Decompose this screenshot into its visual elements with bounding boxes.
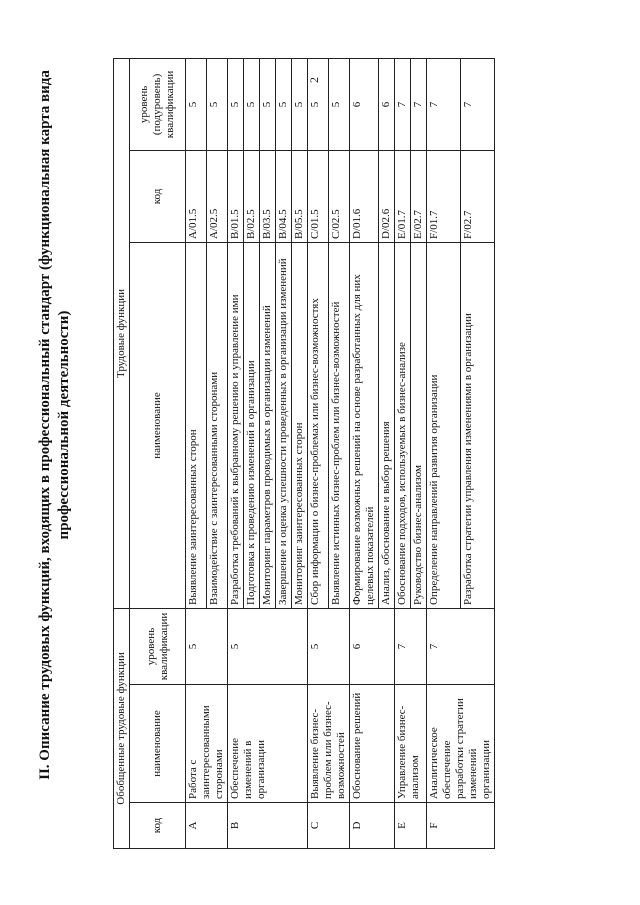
group-code: B	[228, 803, 308, 849]
group-qualification-level: 7	[427, 608, 495, 684]
function-level: 6	[379, 58, 395, 150]
function-level: 5	[260, 58, 276, 150]
table-row	[350, 58, 379, 848]
function-name: Выявление заинтересованных сторон	[186, 242, 207, 608]
function-level: 7	[411, 58, 427, 150]
group-code: A	[186, 803, 228, 849]
function-code: D/01.6	[350, 150, 379, 242]
table-row	[186, 58, 207, 848]
group-qualification-level: 5	[308, 608, 350, 684]
table-row	[228, 58, 244, 848]
table-row	[308, 58, 329, 848]
function-level: 7	[461, 58, 495, 150]
function-code: F/01.7	[427, 150, 461, 242]
group-code: E	[395, 803, 427, 849]
function-level: 5	[228, 58, 244, 150]
function-level: 5	[276, 58, 292, 150]
function-code: A/01.5	[186, 150, 207, 242]
function-name: Разработка стратегии управления изменениями в организации	[461, 242, 495, 608]
function-name: Мониторинг параметров проводимых в организации изменений	[260, 242, 276, 608]
function-code: B/01.5	[228, 150, 244, 242]
function-level: 5	[308, 58, 329, 150]
group-code: D	[350, 803, 395, 849]
function-code: C/02.5	[329, 150, 350, 242]
function-name: Сбор информации о бизнес-проблемах или бизнес-возможностях	[308, 242, 329, 608]
group-name: Выявление бизнес-проблем или бизнес-возможностей	[308, 685, 350, 803]
functional-map-table	[113, 58, 495, 849]
header-function-name: наименование	[130, 242, 186, 608]
group-qualification-level: 6	[350, 608, 395, 684]
function-level: 7	[395, 58, 411, 150]
section-title: II. Описание трудовых функций, входящих в профессиональный стандарт (функциональная карта вида профессиональной деятельности)	[37, 70, 72, 780]
header-sublevel: уровень (подуровень) квалификации	[130, 58, 186, 150]
function-code: B/04.5	[276, 150, 292, 242]
table-body	[186, 58, 495, 848]
function-name: Выявление истинных бизнес-проблем или бизнес-возможностей	[329, 242, 350, 608]
function-name: Подготовка к проведению изменений в организации	[244, 242, 260, 608]
function-code: B/05.5	[292, 150, 308, 242]
group-name: Обоснование решений	[350, 685, 395, 803]
function-level: 7	[427, 58, 461, 150]
function-level: 5	[207, 58, 228, 150]
group-qualification-level: 5	[228, 608, 308, 684]
table-row	[427, 58, 461, 848]
function-name: Разработка требований к выбранному решению и управление ими	[228, 242, 244, 608]
page-number: 2	[307, 77, 321, 83]
function-code: B/03.5	[260, 150, 276, 242]
function-code: E/01.7	[395, 150, 411, 242]
group-name: Обеспечение изменений в организации	[228, 685, 308, 803]
function-level: 5	[329, 58, 350, 150]
function-name: Завершение и оценка успешности проведенных в организации изменений	[276, 242, 292, 608]
function-name: Руководство бизнес-анализом	[411, 242, 427, 608]
group-name: Работа с заинтересованными сторонами	[186, 685, 228, 803]
function-name: Формирование возможных решений на основе разработанных для них целевых показателей	[350, 242, 379, 608]
function-level: 6	[350, 58, 379, 150]
group-name: Управление бизнес-анализом	[395, 685, 427, 803]
header-labor-functions: Трудовые функции	[114, 58, 130, 608]
function-level: 5	[244, 58, 260, 150]
group-name: Аналитическое обеспечение разработки стратегии изменений организации	[427, 685, 495, 803]
header-function-code: код	[130, 150, 186, 242]
function-name: Определение направлений развития организации	[427, 242, 461, 608]
table-row	[395, 58, 411, 848]
header-generalized-functions: Обобщенные трудовые функции	[114, 608, 130, 848]
header-code: код	[130, 803, 186, 849]
group-qualification-level: 7	[395, 608, 427, 684]
function-name: Мониторинг заинтересованных сторон	[292, 242, 308, 608]
group-code: C	[308, 803, 350, 849]
function-name: Анализ, обоснование и выбор решения	[379, 242, 395, 608]
function-code: D/02.6	[379, 150, 395, 242]
function-code: B/02.5	[244, 150, 260, 242]
function-code: C/01.5	[308, 150, 329, 242]
header-qualification-level: уровень квалификации	[130, 608, 186, 684]
function-name: Обоснование подходов, используемых в бизнес-анализе	[395, 242, 411, 608]
group-qualification-level: 5	[186, 608, 228, 684]
group-code: F	[427, 803, 495, 849]
header-name: наименование	[130, 685, 186, 803]
function-code: A/02.5	[207, 150, 228, 242]
function-level: 5	[186, 58, 207, 150]
function-level: 5	[292, 58, 308, 150]
function-name: Взаимодействие с заинтересованными сторонами	[207, 242, 228, 608]
function-code: E/02.7	[411, 150, 427, 242]
function-code: F/02.7	[461, 150, 495, 242]
